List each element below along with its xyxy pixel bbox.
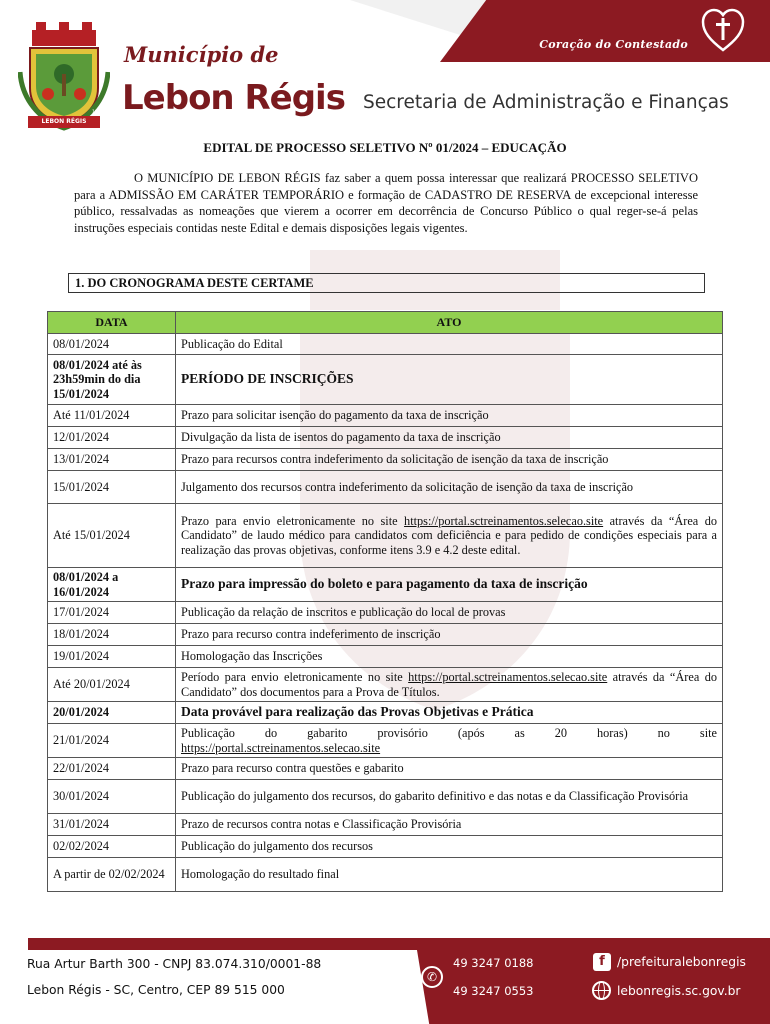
table-row xyxy=(48,858,723,892)
row-act: Publicação da relação de inscritos e publicação do local de provas xyxy=(176,602,723,624)
row-date: A partir de 02/02/2024 xyxy=(48,858,176,892)
row-date: 18/01/2024 xyxy=(48,624,176,646)
row-date: 15/01/2024 xyxy=(48,471,176,504)
row-act-text: Prazo para envio eletronicamente no site xyxy=(181,514,405,529)
column-header-data: DATA xyxy=(48,312,176,334)
row-date: 08/01/2024 xyxy=(48,334,176,355)
crest-year-right: 1958 xyxy=(92,110,104,115)
municipio-de-label: Município de xyxy=(124,42,279,67)
row-date: 30/01/2024 xyxy=(48,780,176,814)
row-date: 08/01/2024 a 16/01/2024 xyxy=(48,568,176,602)
row-date: 17/01/2024 xyxy=(48,602,176,624)
facebook-icon: f xyxy=(593,953,611,971)
row-date: 20/01/2024 xyxy=(48,702,176,724)
portal-link[interactable]: https://portal.sctreinamentos.selecao.site xyxy=(404,514,604,529)
table-row xyxy=(48,758,723,780)
heart-cross-icon xyxy=(700,6,746,56)
footer-website[interactable]: lebonregis.sc.gov.br xyxy=(617,984,741,998)
table-row xyxy=(48,504,723,568)
row-act: Prazo para recurso contra questões e gabarito xyxy=(176,758,723,780)
table-row xyxy=(48,568,723,602)
row-date: Até 15/01/2024 xyxy=(48,504,176,568)
row-date: Até 20/01/2024 xyxy=(48,668,176,702)
globe-icon xyxy=(592,981,611,1000)
table-row xyxy=(48,780,723,814)
row-act: Homologação do resultado final xyxy=(176,858,723,892)
row-act: Prazo de recursos contra notas e Classificação Provisória xyxy=(176,814,723,836)
table-row xyxy=(48,702,723,724)
row-act: Data provável para realização das Provas Objetivas e Prática xyxy=(176,702,723,724)
footer-address-line2: Lebon Régis - SC, Centro, CEP 89 515 000 xyxy=(27,983,285,997)
table-row xyxy=(48,814,723,836)
table-row xyxy=(48,427,723,449)
row-act-text: Publicação do gabarito provisório (após as 20 horas) no site xyxy=(181,726,717,741)
footer-address-line1: Rua Artur Barth 300 - CNPJ 83.074.310/0001-88 xyxy=(27,957,322,971)
table-row xyxy=(48,334,723,355)
row-act: Prazo para recursos contra indeferimento da solicitação de isenção da taxa de inscrição xyxy=(176,449,723,471)
row-date: 02/02/2024 xyxy=(48,836,176,858)
row-act: Prazo para solicitar isenção do pagamento da taxa de inscrição xyxy=(176,405,723,427)
table-row xyxy=(48,624,723,646)
municipio-name: Lebon Régis xyxy=(122,78,345,118)
row-date: 21/01/2024 xyxy=(48,724,176,758)
row-act: Homologação das Inscrições xyxy=(176,646,723,668)
row-act-text: através da “Área do Candidato” dos documentos para a Prova de Títulos. xyxy=(181,670,717,699)
row-act xyxy=(176,724,723,758)
row-act-text: Período para envio eletronicamente no site xyxy=(181,670,409,685)
crest-year-left: 19 12 xyxy=(20,110,33,115)
footer-facebook[interactable]: /prefeituralebonregis xyxy=(617,955,746,969)
row-date: 19/01/2024 xyxy=(48,646,176,668)
edital-intro-text: O MUNICÍPIO DE LEBON RÉGIS faz saber a quem possa interessar que realizará PROCESSO SELETIVO para a ADMISSÃO EM CARÁTER TEMPORÁRIO e formação de CADASTRO DE RESERVA de excepcional interesse público, ressalvadas as nomeações que vierem a ocorrer em decorrência de Concurso Público o qual reger-se-á pelas instruções especiais contidas neste Edital e demais disposições legais vigentes. xyxy=(74,171,698,235)
edital-title: EDITAL DE PROCESSO SELETIVO Nº 01/2024 – EDUCAÇÃO xyxy=(203,140,567,155)
phone-icon: ✆ xyxy=(421,966,443,988)
row-date: 13/01/2024 xyxy=(48,449,176,471)
row-act: Julgamento dos recursos contra indeferimento da solicitação de isenção da taxa de inscrição xyxy=(176,471,723,504)
footer-phone1[interactable]: 49 3247 0188 xyxy=(453,956,534,970)
row-date: 31/01/2024 xyxy=(48,814,176,836)
crest-banner-text: LEBON RÉGIS xyxy=(41,118,87,125)
row-act: PERÍODO DE INSCRIÇÕES xyxy=(176,355,723,405)
table-row xyxy=(48,724,723,758)
page-footer xyxy=(0,938,770,1024)
row-act: Publicação do julgamento dos recursos xyxy=(176,836,723,858)
municipal-crest-logo xyxy=(18,22,110,132)
cronograma-table xyxy=(47,311,723,892)
row-date: 12/01/2024 xyxy=(48,427,176,449)
table-row xyxy=(48,646,723,668)
row-act: Prazo para recurso contra indeferimento de inscrição xyxy=(176,624,723,646)
row-act: Divulgação da lista de isentos do pagamento da taxa de inscrição xyxy=(176,427,723,449)
table-row xyxy=(48,668,723,702)
table-row xyxy=(48,355,723,405)
section-title: 1. DO CRONOGRAMA DESTE CERTAME xyxy=(68,273,705,293)
edital-intro xyxy=(74,170,698,236)
row-date: Até 11/01/2024 xyxy=(48,405,176,427)
table-header-row xyxy=(48,312,723,334)
table-row xyxy=(48,602,723,624)
portal-link[interactable]: https://portal.sctreinamentos.selecao.site xyxy=(181,740,381,755)
row-act xyxy=(176,668,723,702)
footer-contact-panel xyxy=(415,938,770,1024)
row-act xyxy=(176,504,723,568)
table-row xyxy=(48,405,723,427)
page-header xyxy=(0,0,770,135)
row-act: Publicação do julgamento dos recursos, do gabarito definitivo e das notas e da Classificação Provisória xyxy=(176,780,723,814)
secretaria-title: Secretaria de Administração e Finanças xyxy=(363,92,729,113)
row-date: 22/01/2024 xyxy=(48,758,176,780)
portal-link[interactable]: https://portal.sctreinamentos.selecao.site xyxy=(408,670,608,685)
table-row xyxy=(48,449,723,471)
table-row xyxy=(48,836,723,858)
footer-phone2[interactable]: 49 3247 0553 xyxy=(453,984,534,998)
row-date: 08/01/2024 até às 23h59min do dia 15/01/2024 xyxy=(48,355,176,405)
table-row xyxy=(48,471,723,504)
row-act: Prazo para impressão do boleto e para pagamento da taxa de inscrição xyxy=(176,568,723,602)
row-act-text: através da “Área do Candidato” de laudo médico para candidatos com deficiência e para pedido de condições especiais para a realização das provas objetivas, conforme itens 3.9 e 4.2 deste edital. xyxy=(181,514,717,557)
row-act: Publicação do Edital xyxy=(176,334,723,355)
header-slogan: Coração do Contestado xyxy=(539,38,688,51)
column-header-ato: ATO xyxy=(176,312,723,334)
